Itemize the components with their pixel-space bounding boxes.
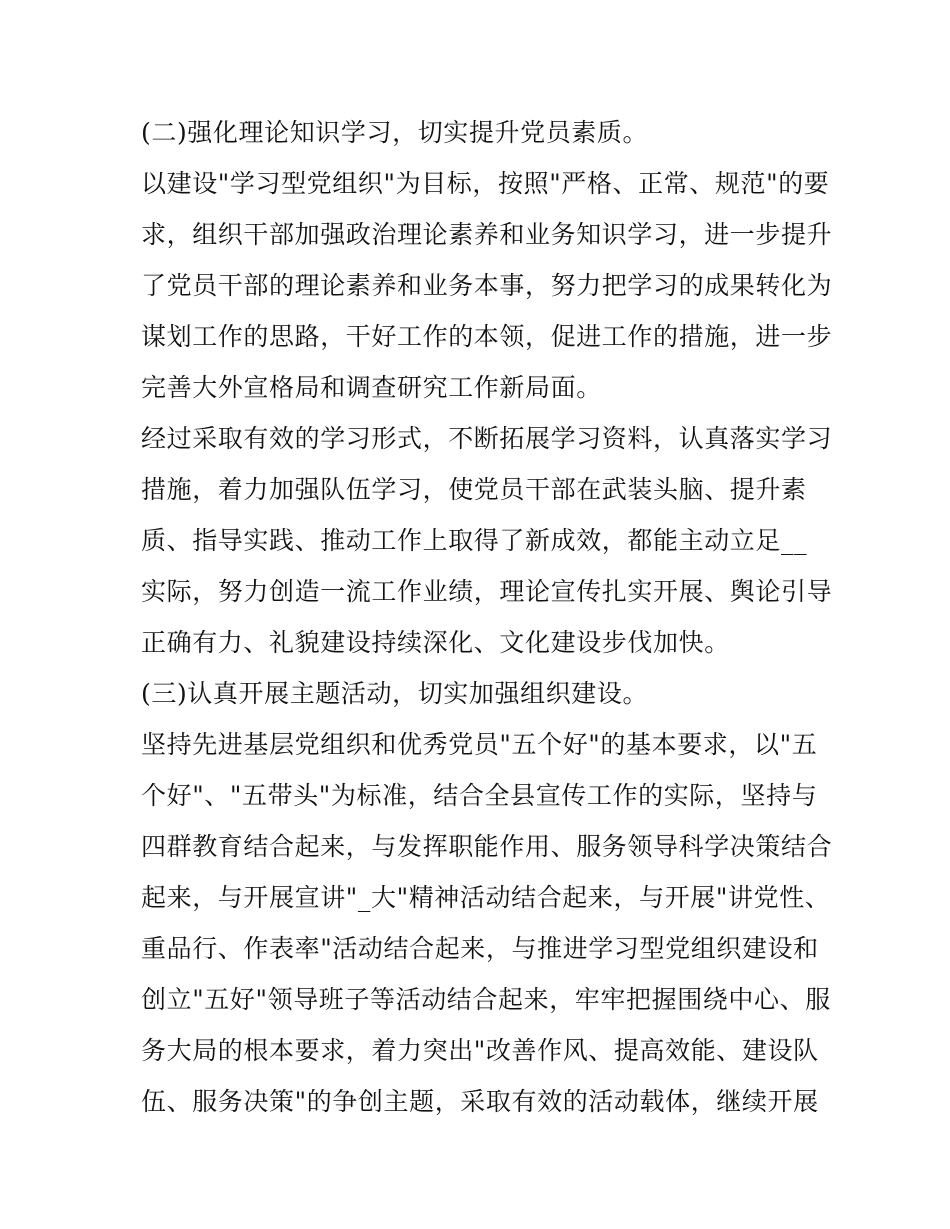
- text-line: 经过采取有效的学习形式，不断拓展学习资料，认真落实学习: [141, 424, 833, 453]
- text-line: 实际，努力创造一流工作业绩，理论宣传扎实开展、舆论引导: [141, 577, 833, 606]
- text-line: 以建设"学习型党组织"为目标，按照"严格、正常、规范"的要: [141, 169, 830, 198]
- text-line: 四群教育结合起来，与发挥职能作用、服务领导科学决策结合: [141, 832, 833, 861]
- text-line: 正确有力、礼貌建设持续深化、文化建设步伐加快。: [141, 628, 730, 657]
- text-line: 重品行、作表率"活动结合起来，与推进学习型党组织建设和: [141, 934, 819, 963]
- text-line: 务大局的根本要求，着力突出"改善作风、提高效能、建设队: [141, 1036, 819, 1065]
- text-line: 了党员干部的理论素养和业务本事，努力把学习的成果转化为: [141, 271, 833, 300]
- text-line: 完善大外宣格局和调查研究工作新局面。: [141, 373, 602, 402]
- text-line: 创立"五好"领导班子等活动结合起来，牢牢把握围绕中心、服: [141, 985, 831, 1014]
- text-line: 求，组织干部加强政治理论素养和业务知识学习，进一步提升: [141, 220, 833, 249]
- text-line: 个好"、"五带头"为标准，结合全县宣传工作的实际，坚持与: [141, 781, 818, 810]
- text-line: 质、指导实践、推动工作上取得了新成效，都能主动立足__: [141, 526, 808, 555]
- text-line: 伍、服务决策"的争创主题，采取有效的活动载体，继续开展: [141, 1087, 819, 1116]
- text-line: 起来，与开展宣讲"_大"精神活动结合起来，与开展"讲党性、: [141, 883, 831, 912]
- document-body: [141, 107, 831, 1127]
- text-line: 谋划工作的思路，干好工作的本领，促进工作的措施，进一步: [141, 322, 833, 351]
- section-heading-3: (三)认真开展主题活动，切实加强组织建设。: [141, 679, 649, 708]
- section-heading-2: (二)强化理论知识学习，切实提升党员素质。: [141, 118, 649, 147]
- text-line: 坚持先进基层党组织和优秀党员"五个好"的基本要求，以"五: [141, 730, 818, 759]
- text-line: 措施，着力加强队伍学习，使党员干部在武装头脑、提升素: [141, 475, 807, 504]
